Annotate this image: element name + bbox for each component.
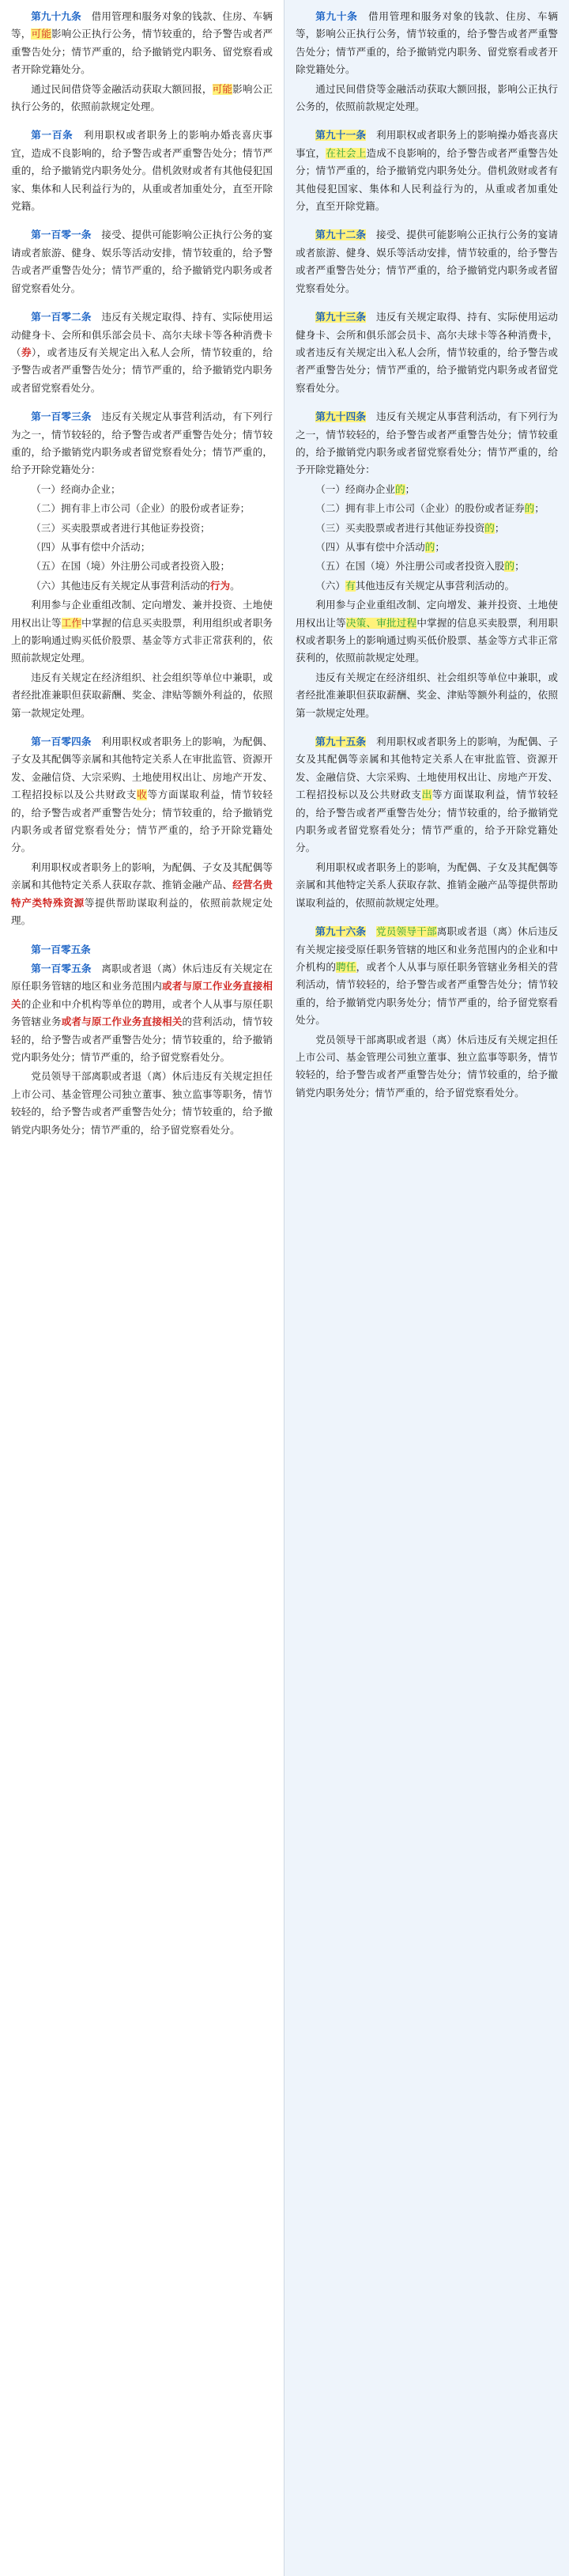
article-paragraph: [11, 1068, 273, 1139]
body-text: 的营利活动，情节较轻的，给予警告或者严重警告处分；情节较重的，给予撤销党内职务处分；情节严重的，给予留党察看处分。: [11, 1016, 273, 1063]
body-text: 利用职权或者职务上的影响，为配偶、子女及其配偶等亲属和其他特定关系人在审批监管、资源开发、金融信贷、大宗采购、土地使用权出让、房地产开发、工程招投标以及公共财政支: [296, 736, 559, 801]
article-paragraph: [296, 308, 558, 397]
article-block: [11, 127, 273, 215]
article-heading: 第九十条: [315, 11, 358, 22]
added-text: 党员领导干部: [375, 926, 437, 938]
body-text: （一）经商办企业: [315, 483, 395, 495]
body-text: 离职或者退（离）休后违反有关规定接受原任职务管辖的地区和业务范围内的企业和中介机构的: [296, 926, 559, 973]
article-block: [296, 226, 558, 297]
removed-text: 收: [137, 789, 148, 801]
removed-text: 行为: [209, 580, 231, 592]
added-text: 的: [504, 561, 515, 573]
article-block: [296, 923, 558, 1102]
body-text: （三）买卖股票或者进行其他证券投资: [315, 522, 485, 534]
article-paragraph: [11, 481, 273, 498]
article-heading: 第九十五条: [315, 736, 367, 748]
body-text: （二）拥有非上市公司（企业）的股份或者证券；: [31, 503, 251, 515]
article-heading: 第九十二条: [315, 229, 367, 241]
body-text: 利用职权或者职务上的影响办婚丧喜庆事宜，造成不良影响的，给予警告或者严重警告处分；情节严重的，给予撤销党内职务处分。借机敛财或者有其他侵犯国家、集体和人民利益行为的，从重或者加重处分，直至开除党籍。: [11, 130, 273, 213]
article-heading: 第一百零二条: [31, 312, 92, 323]
body-text: [366, 926, 376, 937]
added-text: 上: [356, 147, 367, 159]
body-text: 。: [230, 580, 240, 592]
article-paragraph: [296, 127, 558, 215]
removed-text: 券: [21, 346, 32, 358]
article-paragraph: [11, 308, 273, 397]
article-paragraph: [11, 941, 273, 959]
added-text: 的: [524, 503, 535, 515]
body-text: 利用参与企业重组改制、定向增发、兼并投资、土地使用权出让等: [11, 600, 273, 629]
body-text: 等提供帮助谋取利益的，依照前款规定处理。: [11, 897, 273, 927]
body-text: 其他违反有关规定从事营利活动的。: [355, 580, 515, 592]
body-text: 借用管理和服务对象的钱款、住房、车辆等，: [11, 11, 273, 40]
article-block: [296, 733, 558, 912]
body-text: （二）拥有非上市公司（企业）的股份或者证券: [315, 503, 525, 515]
article-heading: 第九十三条: [315, 312, 367, 323]
removed-text: 可能: [212, 83, 233, 95]
article-paragraph: [296, 596, 558, 668]
article-paragraph: [296, 500, 558, 517]
body-text: ；: [534, 503, 545, 515]
article-paragraph: [11, 596, 273, 668]
body-text: 通过民间借贷等金融活动获取大额回报，影响公正执行公务的，依照前款规定处理。: [296, 83, 558, 113]
removed-text: 可能: [31, 28, 51, 40]
added-text: 的: [394, 483, 405, 495]
article-paragraph: [296, 669, 558, 722]
article-block: [296, 408, 558, 722]
article-paragraph: [11, 577, 273, 595]
body-text: （六）其他违反有关规定从事营利活动的: [31, 580, 210, 592]
article-heading: 第九十四条: [315, 411, 367, 423]
removed-text: 工作: [61, 617, 82, 629]
article-paragraph: [296, 1031, 558, 1103]
article-paragraph: [11, 81, 273, 116]
body-text: ；: [494, 522, 505, 534]
body-text: 利用职权或者职务上的影响，为配偶、子女及其配偶等亲属和其他特定关系人在审批监管、资源开发、金融信贷、大宗采购、土地使用权出让、房地产开发、工程招投标以及公共财政支: [11, 736, 273, 801]
article-paragraph: [11, 859, 273, 930]
article-paragraph: [296, 481, 558, 498]
body-text: ），或者违反有关规定出入私人会所，情节较重的，给予警告或者严重警告处分；情节严重的，给予撤销党内职务或者留党察看处分。: [11, 346, 273, 394]
article-paragraph: [11, 960, 273, 1066]
article-paragraph: [296, 226, 558, 297]
article-paragraph: [296, 923, 558, 1029]
article-heading: 第九十六条: [315, 926, 367, 938]
article-paragraph: [296, 539, 558, 556]
article-paragraph: [11, 226, 273, 297]
body-text: 违反有关规定在经济组织、社会组织等单位中兼职，或者经批准兼职但获取薪酬、奖金、津贴等额外利益的，依照第一款规定处理。: [11, 671, 273, 719]
body-text: （六）: [315, 580, 345, 592]
article-paragraph: [296, 8, 558, 79]
article-paragraph: [11, 558, 273, 575]
body-text: 违反有关规定从事营利活动，有下列行为之一，情节较轻的，给予警告或者严重警告处分；情节较重的，给予撤销党内职务或者留党察看处分；情节严重的，给予开除党籍处分：: [296, 411, 559, 476]
article-paragraph: [296, 859, 558, 912]
body-text: 借用管理和服务对象的钱款、住房、车辆等，影响公正执行公务，情节较重的，给予警告或者严重警告处分；情节严重的，给予撤销党内职务、留党察看或者开除党籍处分。: [296, 11, 559, 76]
article-paragraph: [296, 408, 558, 479]
article-heading: 第九十一条: [315, 130, 367, 142]
body-text: 等方面谋取利益，情节较轻的，给予警告或者严重警告处分；情节较重的，给予撤销党内职务或者留党察看处分；情节严重的，给予开除党籍处分。: [11, 789, 273, 854]
article-heading: 第一百零三条: [31, 411, 92, 423]
body-text: （四）从事有偿中介活动；: [31, 541, 151, 553]
body-text: 违反有关规定取得、持有、实际使用运动健身卡、会所和俱乐部会员卡、高尔夫球卡等各种消费卡，或者违反有关规定出入私人会所，情节较重的，给予警告或者严重警告处分；情节严重的，给予撤销党内职务或者留党察看处分。: [296, 312, 559, 394]
body-text: 离职或者退（离）休后违反有关规定在原任职务管辖的地区和业务范围内: [11, 963, 273, 993]
article-paragraph: [11, 669, 273, 722]
body-text: 利用职权或者职务上的影响，为配偶、子女及其配偶等亲属和其他特定关系人获取存款、推销金融产品、: [11, 861, 273, 891]
article-block: [11, 408, 273, 722]
article-heading: 第一百零一条: [31, 229, 92, 241]
added-text: 有: [345, 580, 356, 592]
body-text: （四）从事有偿中介活动: [315, 541, 425, 553]
article-block: [296, 8, 558, 115]
body-text: 影响公正执行公务，情节较重的，给予警告或者严重警告处分；情节严重的，给予撤销党内职务、留党察看或者开除党籍处分。: [11, 28, 273, 76]
body-text: 的企业和中介机构等单位的聘用，或者个人从事与原任职务管辖业务: [11, 998, 273, 1028]
article-block: [11, 308, 273, 397]
article-block: [296, 127, 558, 215]
right-column-new-version: [284, 0, 569, 2576]
removed-text: 或者与原工作业务直接相关: [11, 981, 273, 1010]
body-text: 违反有关规定从事营利活动，有下列行为之一，情节较轻的，给予警告或者严重警告处分；情节较重的，给予撤销党内职务或者留党察看处分；情节严重的，给予开除党籍处分：: [11, 411, 273, 476]
body-text: ，或者个人从事与原任职务管辖业务相关的营利活动，情节较轻的，给予警告或者严重警告处分；情节较重的，给予撤销党内职务处分；情节严重的，给予留党察看处分。: [296, 961, 559, 1027]
article-heading: 第一百零五条: [31, 963, 92, 974]
body-text: 党员领导干部离职或者退（离）休后违反有关规定担任上市公司、基金管理公司独立董事、独立监事等职务，情节较轻的，给予警告或者严重警告处分；情节较重的，给予撤销党内职务处分；情节严重的，给予留党察看处分。: [11, 1071, 273, 1136]
article-paragraph: [11, 733, 273, 857]
added-text: 聘任: [336, 961, 356, 973]
body-text: 造成不良影响的，给予警告或者严重警告处分；情节严重的，给予撤销党内职务处分。借机敛财或者有其他侵犯国家、集体和人民利益行为的，从重或者加重处分，直至开除党籍。: [296, 147, 559, 213]
article-paragraph: [11, 520, 273, 537]
article-paragraph: [11, 127, 273, 215]
added-text: 在社会: [326, 147, 356, 159]
article-paragraph: [11, 539, 273, 556]
body-text: 通过民间借贷等金融活动获取大额回报，: [31, 83, 213, 95]
body-text: （五）在国（境）外注册公司或者投资入股: [315, 561, 505, 573]
article-paragraph: [296, 577, 558, 595]
article-block: [11, 226, 273, 297]
body-text: 接受、提供可能影响公正执行公务的宴请或者旅游、健身、娱乐等活动安排，情节较重的，给予警告或者严重警告处分；情节严重的，给予撤销党内职务或者留党察看处分。: [11, 229, 273, 294]
body-text: （五）在国（境）外注册公司或者投资入股；: [31, 561, 231, 573]
left-column-old-version: [0, 0, 284, 2576]
body-text: 中掌握的信息买卖股票，利用职权或者职务上的影响通过购买低价股票、基金等方式非正常获利的，依照前款规定处理。: [296, 617, 559, 664]
body-text: （三）买卖股票或者进行其他证券投资；: [31, 522, 210, 534]
body-text: 利用参与企业重组改制、定向增发、兼并投资、土地使用权出让等: [296, 600, 558, 629]
body-text: 违反有关规定在经济组织、社会组织等单位中兼职，或者经批准兼职但获取薪酬、奖金、津贴等额外利益的，依照第一款规定处理。: [296, 671, 558, 719]
added-text: 的: [484, 522, 495, 534]
removed-text: 或者与原工作业务直接相关: [61, 1016, 183, 1028]
article-paragraph: [11, 408, 273, 479]
added-text: 决策、审批过程: [345, 617, 417, 629]
article-paragraph: [296, 520, 558, 537]
body-text: 利用职权或者职务上的影响操办婚丧喜庆事宜，: [296, 130, 559, 159]
body-text: ；: [514, 561, 525, 573]
article-heading: 第一百零五条: [31, 944, 91, 955]
article-paragraph: [11, 8, 273, 79]
article-block: [296, 308, 558, 397]
body-text: 利用职权或者职务上的影响，为配偶、子女及其配偶等亲属和其他特定关系人获取存款、推销金融产品等提供帮助谋取利益的，依照前款规定处理。: [296, 861, 558, 909]
body-text: 违反有关规定取得、持有、实际使用运动健身卡、会所和俱乐部会员卡、高尔夫球卡等各种消费卡（: [11, 312, 273, 358]
article-block: [11, 8, 273, 115]
removed-text: 经营名贵特产类特殊资源: [11, 879, 273, 909]
article-paragraph: [11, 500, 273, 517]
article-heading: 第一百条: [31, 130, 73, 142]
added-text: 出: [421, 789, 433, 801]
added-text: 的: [424, 541, 435, 553]
article-paragraph: [296, 81, 558, 116]
body-text: ；: [435, 541, 445, 553]
article-block: [11, 733, 273, 929]
body-text: 接受、提供可能影响公正执行公务的宴请或者旅游、健身、娱乐等活动安排，情节较重的，给予警告或者严重警告处分；情节严重的，给予撤销党内职务或者留党察看处分。: [296, 229, 559, 294]
body-text: 等方面谋取利益，情节较轻的，给予警告或者严重警告处分；情节较重的，给予撤销党内职务或者留党察看处分；情节严重的，给予开除党籍处分。: [296, 789, 559, 854]
body-text: 影响公正执行公务的，依照前款规定处理。: [11, 83, 273, 113]
article-block: [11, 941, 273, 1139]
body-text: ；: [405, 483, 416, 495]
article-paragraph: [296, 733, 558, 857]
article-heading: 第一百零四条: [31, 736, 92, 748]
article-paragraph: [296, 558, 558, 575]
body-text: （一）经商办企业；: [31, 483, 121, 495]
body-text: 中掌握的信息买卖股票，利用组织或者职务上的影响通过购买低价股票、基金等方式非正常获利的，依照前款规定处理。: [11, 617, 273, 664]
body-text: 党员领导干部离职或者退（离）休后违反有关规定担任上市公司、基金管理公司独立董事、独立监事等职务，情节较轻的，给予警告或者严重警告处分；情节较重的，给予撤销党内职务处分；情节严重的，给予留党察看处分。: [296, 1034, 558, 1099]
article-heading: 第九十九条: [31, 11, 81, 22]
